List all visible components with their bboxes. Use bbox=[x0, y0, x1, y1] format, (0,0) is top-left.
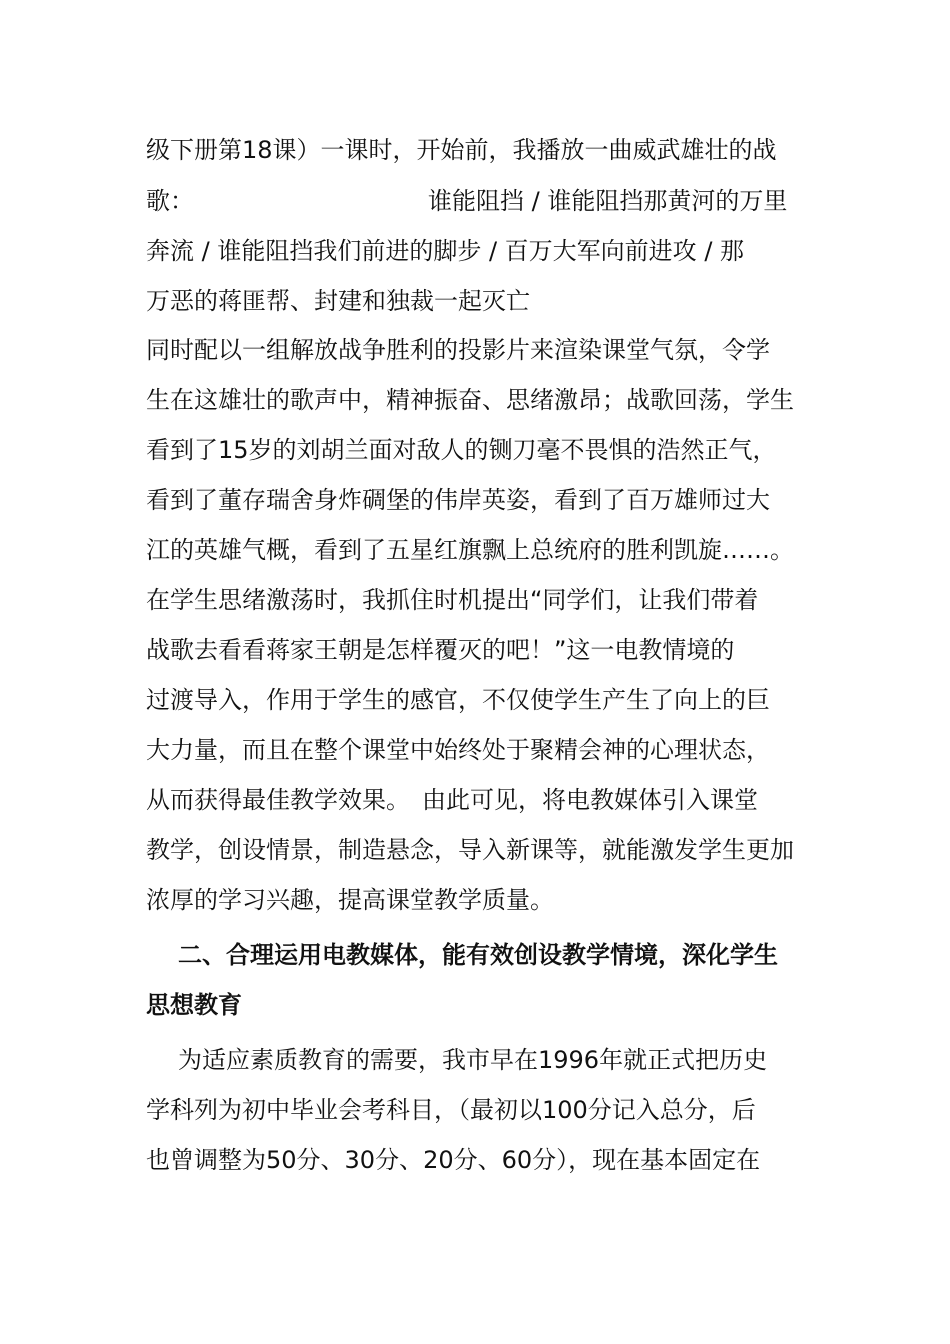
text-line: 歌： bbox=[146, 187, 194, 215]
text-line: 战歌去看看蒋家王朝是怎样覆灭的吧！”这一电教情境的 bbox=[146, 636, 735, 664]
text-line: 级下册第18课）一课时，开始前，我播放一曲威武雄壮的战 bbox=[146, 136, 777, 164]
lyric-line: 谁能阻挡 / 谁能阻挡那黄河的万里 bbox=[428, 187, 788, 215]
text-line: 学科列为初中毕业会考科目，（最初以100分记入总分，后 bbox=[146, 1096, 756, 1124]
lyric-line: 万恶的蒋匪帮、封建和独裁一起灭亡 bbox=[146, 287, 530, 315]
text-line: 看到了15岁的刘胡兰面对敌人的铡刀毫不畏惧的浩然正气， bbox=[146, 436, 777, 464]
text-line: 同时配以一组解放战争胜利的投影片来渲染课堂气氛，令学 bbox=[146, 336, 770, 364]
section-heading: 二、合理运用电教媒体，能有效创设教学情境，深化学生 bbox=[178, 941, 778, 969]
text-line: 江的英雄气概，看到了五星红旗飘上总统府的胜利凯旋……。 bbox=[146, 536, 794, 564]
text-line: 教学，创设情景，制造悬念，导入新课等，就能激发学生更加 bbox=[146, 836, 794, 864]
text-line: 也曾调整为50分、30分、20分、60分），现在基本固定在 bbox=[146, 1146, 761, 1174]
text-line: 在学生思绪激荡时，我抓住时机提出“同学们，让我们带着 bbox=[146, 586, 759, 614]
text-line: 从而获得最佳教学效果。 由此可见，将电教媒体引入课堂 bbox=[146, 786, 758, 814]
text-line: 看到了董存瑞舍身炸碉堡的伟岸英姿，看到了百万雄师过大 bbox=[146, 486, 770, 514]
text-line: 大力量，而且在整个课堂中始终处于聚精会神的心理状态， bbox=[146, 736, 770, 764]
text-line: 生在这雄壮的歌声中，精神振奋、思绪激昂；战歌回荡，学生 bbox=[146, 386, 794, 414]
section-heading: 思想教育 bbox=[146, 991, 242, 1019]
lyric-line: 奔流 / 谁能阻挡我们前进的脚步 / 百万大军向前进攻 / 那 bbox=[146, 237, 745, 265]
text-line: 浓厚的学习兴趣，提高课堂教学质量。 bbox=[146, 886, 554, 914]
text-line: 过渡导入，作用于学生的感官，不仅使学生产生了向上的巨 bbox=[146, 686, 770, 714]
text-line: 为适应素质教育的需要，我市早在1996年就正式把历史 bbox=[178, 1046, 768, 1074]
